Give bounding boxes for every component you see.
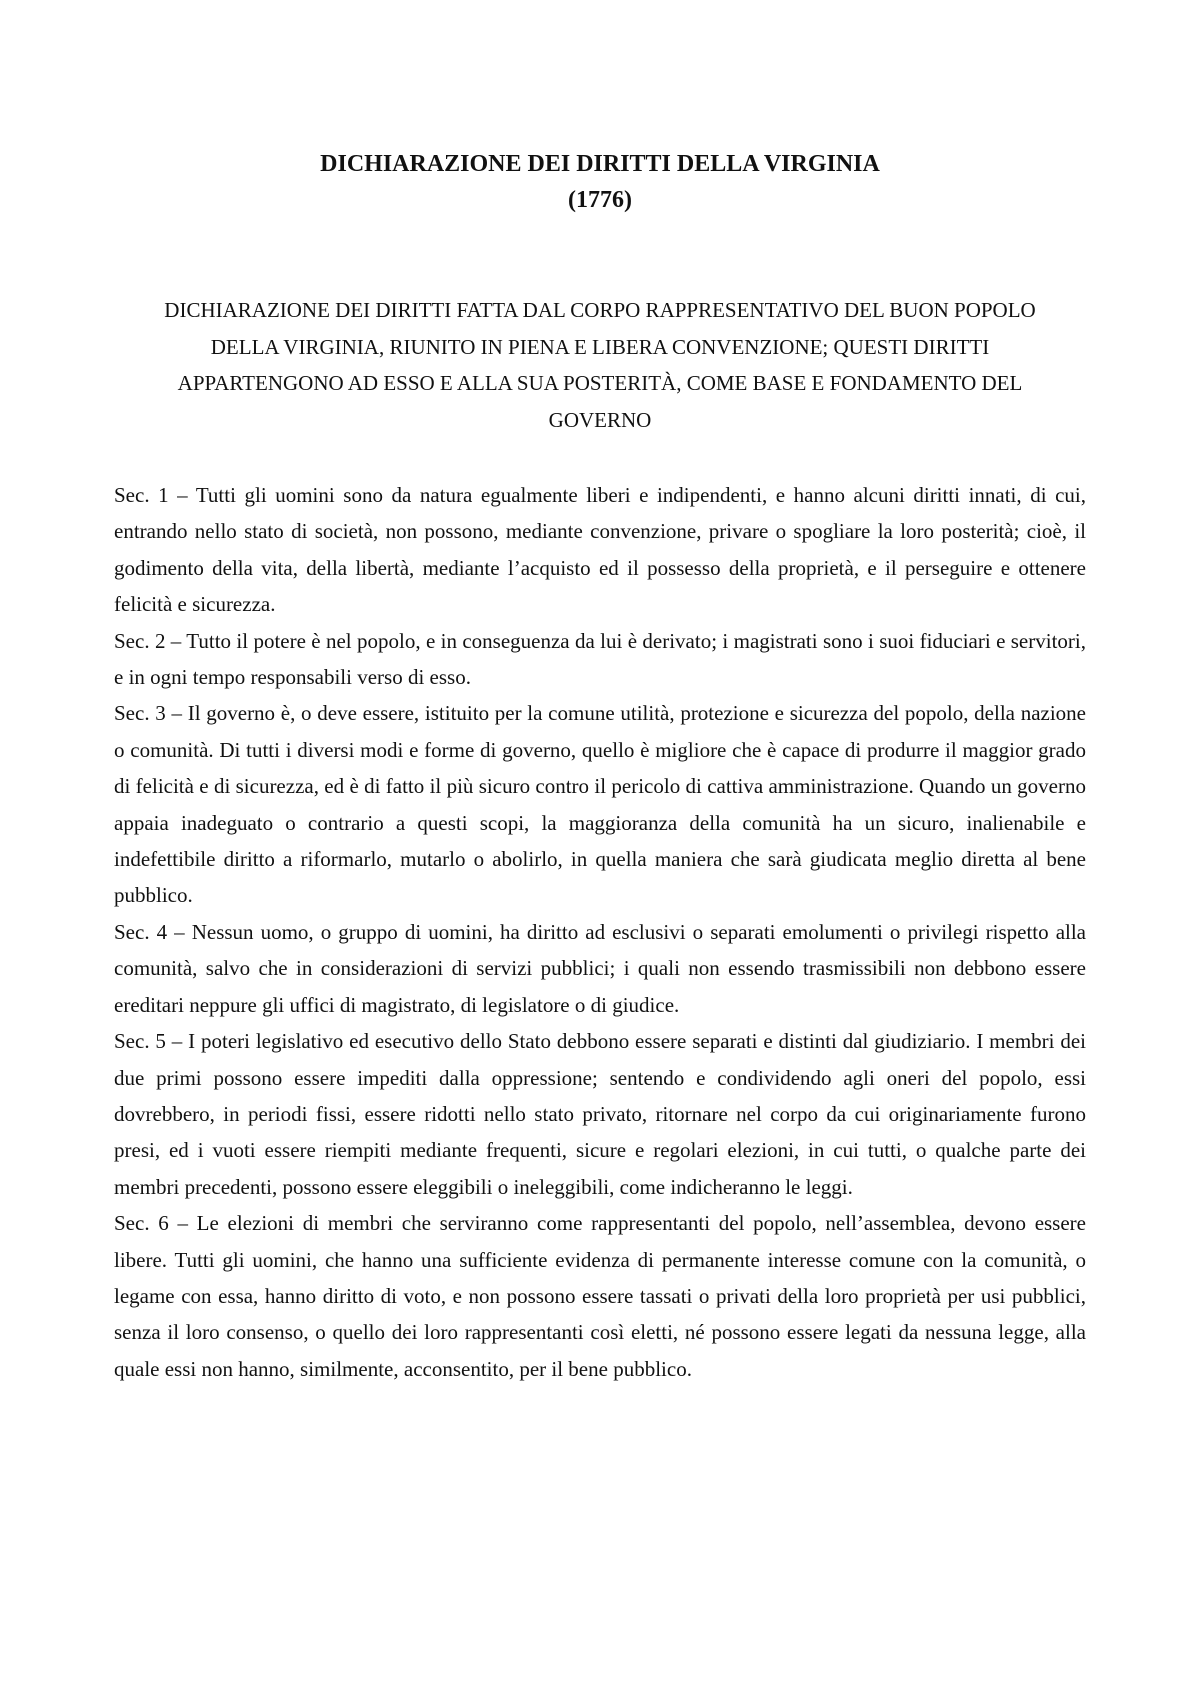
section-3: Sec. 3 – Il governo è, o deve essere, istituito per la comune utilità, protezione e sicurezza del popolo, della nazione o comunità. Di tutti i diversi modi e forme di governo, quello è migliore che è capace di produrre il maggior grado di felicità e di sicurezza, ed è di fatto il più sicuro contro il pericolo di cattiva amministrazione. Quando un governo appaia inadeguato o contrario a questi scopi, la maggioranza della comunità ha un sicuro, inalienabile e indefettibile diritto a riformarlo, mutarlo o abolirlo, in quella maniera che sarà giudicata meglio diretta al bene pubblico.: [114, 701, 1086, 908]
section-6: Sec. 6 – Le elezioni di membri che serviranno come rappresentanti del popolo, nell’assemblea, devono essere libere. Tutti gli uomini, che hanno una sufficiente evidenza di permanente interesse comune con la comunità, o legame con essa, hanno diritto di voto, e non possono essere tassati o privati della loro proprietà per usi pubblici, senza il loro consenso, o quello dei loro rappresentanti così eletti, né possono essere legati da nessuna legge, alla quale essi non hanno, similmente, acconsentito, per il bene pubblico.: [114, 1211, 1086, 1381]
document-year: (1776): [568, 187, 632, 213]
document-title: DICHIARAZIONE DEI DIRITTI DELLA VIRGINIA: [320, 151, 880, 177]
document-body: [114, 477, 1086, 1387]
title-block: [0, 146, 1200, 218]
document-subtitle: DICHIARAZIONE DEI DIRITTI FATTA DAL CORPO RAPPRESENTATIVO DEL BUON POPOLO DELLA VIRGINIA, RIUNITO IN PIENA E LIBERA CONVENZIONE; QUESTI DIRITTI APPARTENGONO AD ESSO E ALLA SUA POSTERITÀ, COME BASE E FONDAMENTO DEL GOVERNO: [164, 298, 1036, 432]
section-5: Sec. 5 – I poteri legislativo ed esecutivo dello Stato debbono essere separati e distinti dal giudiziario. I membri dei due primi possono essere impediti dalla oppressione; sentendo e condividendo agli oneri del popolo, essi dovrebbero, in periodi fissi, essere ridotti nello stato privato, ritornare nel corpo da cui originariamente furono presi, ed i vuoti essere riempiti mediante frequenti, sicure e regolari elezioni, in cui tutti, o qualche parte dei membri precedenti, possono essere eleggibili o ineleggibili, come indicheranno le leggi.: [114, 1029, 1086, 1199]
section-1: Sec. 1 – Tutti gli uomini sono da natura egualmente liberi e indipendenti, e hanno alcuni diritti innati, di cui, entrando nello stato di società, non possono, mediante convenzione, privare o spogliare la loro posterità; cioè, il godimento della vita, della libertà, mediante l’acquisto ed il possesso della proprietà, e il perseguire e ottenere felicità e sicurezza.: [114, 483, 1086, 617]
section-2: Sec. 2 – Tutto il potere è nel popolo, e in conseguenza da lui è derivato; i magistrati sono i suoi fiduciari e servitori, e in ogni tempo responsabili verso di esso.: [114, 628, 1086, 690]
section-4: Sec. 4 – Nessun uomo, o gruppo di uomini, ha diritto ad esclusivi o separati emolumenti o privilegi rispetto alla comunità, salvo che in considerazioni di servizi pubblici; i quali non essendo trasmissibili non debbono essere ereditari neppure gli uffici di magistrato, di legislatore o di giudice.: [114, 919, 1086, 1017]
